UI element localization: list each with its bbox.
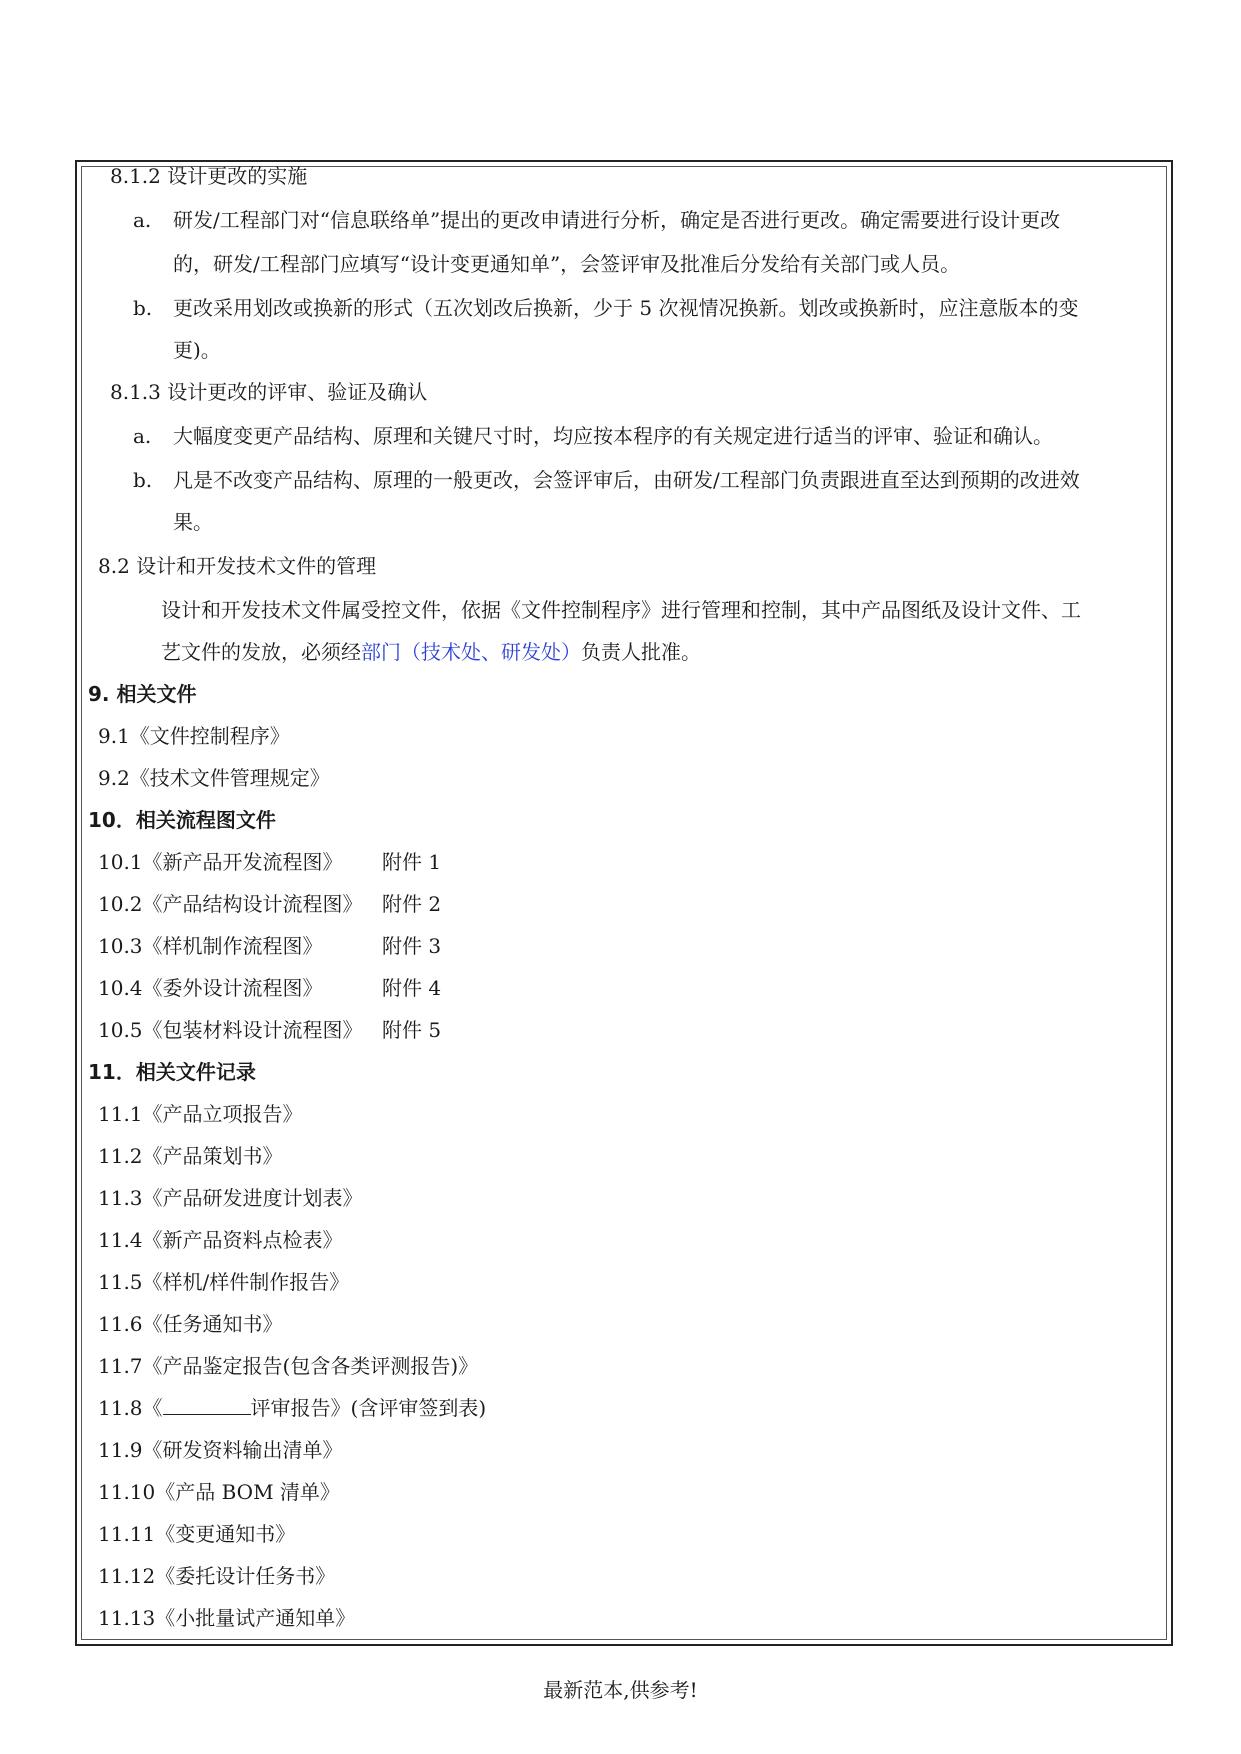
section-8-1-2-b-line1: 更改采用划改或换新的形式（五次划改后换新，少于 5 次视情况换新。划改或换新时，应注意版本的变 xyxy=(173,296,1079,320)
section-8-2-line2-text: 艺文件的发放，必须经 xyxy=(161,640,361,664)
flowchart-item-attachment: 附件 1 xyxy=(382,850,442,874)
section-8-1-2-a-line1: 研发/工程部门对“信息联络单”提出的更改申请进行分析，确定是否进行更改。确定需要进行设计更改 xyxy=(173,208,1061,232)
section-8-1-2-b-line2: 更)。 xyxy=(173,338,221,362)
record-item: 11.12《委托设计任务书》 xyxy=(98,1564,336,1588)
flowchart-item-name: 10.4《委外设计流程图》 xyxy=(98,976,323,1000)
record-item: 11.1《产品立项报告》 xyxy=(98,1102,303,1126)
item-a-marker: a. xyxy=(133,208,152,232)
section-8-1-3-b-line2: 果。 xyxy=(173,510,213,534)
department-link[interactable]: 部门（技术处、研发处） xyxy=(361,640,581,664)
record-item: 11.13《小批量试产通知单》 xyxy=(98,1606,356,1630)
record-item: 11.5《样机/样件制作报告》 xyxy=(98,1270,350,1294)
record-item: 11.11《变更通知书》 xyxy=(98,1522,296,1546)
section-8-1-2-title: 8.1.2 设计更改的实施 xyxy=(110,164,308,188)
record-item: 11.6《任务通知书》 xyxy=(98,1312,283,1336)
section-8-1-3-a-line1: 大幅度变更产品结构、原理和关键尺寸时，均应按本程序的有关规定进行适当的评审、验证和确认。 xyxy=(173,424,1053,448)
flowchart-item-attachment: 附件 2 xyxy=(382,892,442,916)
record-item-suffix: 评审报告》(含评审签到表) xyxy=(250,1396,487,1420)
flowchart-item-name: 10.1《新产品开发流程图》 xyxy=(98,850,343,874)
record-item: 11.3《产品研发进度计划表》 xyxy=(98,1186,363,1210)
section-8-1-2-a-line2: 的，研发/工程部门应填写“设计变更通知单”，会签评审及批准后分发给有关部门或人员。 xyxy=(173,252,961,276)
item-a-marker: a. xyxy=(133,424,152,448)
related-doc-item: 9.1《文件控制程序》 xyxy=(98,724,290,748)
record-item: 11.9《研发资料输出清单》 xyxy=(98,1438,343,1462)
fill-in-blank[interactable] xyxy=(163,1394,251,1415)
related-doc-item: 9.2《技术文件管理规定》 xyxy=(98,766,330,790)
section-8-2-title: 8.2 设计和开发技术文件的管理 xyxy=(98,554,377,578)
record-item: 11.2《产品策划书》 xyxy=(98,1144,283,1168)
item-b-marker: b. xyxy=(133,296,153,320)
record-item: 11.7《产品鉴定报告(包含各类评测报告)》 xyxy=(98,1354,479,1378)
section-8-1-3-title: 8.1.3 设计更改的评审、验证及确认 xyxy=(110,380,428,404)
flowchart-item-attachment: 附件 5 xyxy=(382,1018,442,1042)
section-11-heading: 11．相关文件记录 xyxy=(88,1060,256,1084)
section-8-1-3-b-line1: 凡是不改变产品结构、原理的一般更改，会签评审后，由研发/工程部门负责跟进直至达到预期的改进效 xyxy=(173,468,1080,492)
record-item: 11.4《新产品资料点检表》 xyxy=(98,1228,343,1252)
section-8-2-line1: 设计和开发技术文件属受控文件，依据《文件控制程序》进行管理和控制，其中产品图纸及设计文件、工 xyxy=(161,598,1081,622)
flowchart-item-name: 10.5《包装材料设计流程图》 xyxy=(98,1018,363,1042)
section-10-heading: 10．相关流程图文件 xyxy=(88,808,276,832)
section-8-2-line2-tail: 负责人批准。 xyxy=(581,640,701,664)
flowchart-item-attachment: 附件 4 xyxy=(382,976,442,1000)
page-footer: 最新范本,供参考! xyxy=(543,1678,698,1702)
record-item: 11.10《产品 BOM 清单》 xyxy=(98,1480,340,1504)
record-item-prefix: 11.8《 xyxy=(98,1396,163,1420)
item-b-marker: b. xyxy=(133,468,153,492)
flowchart-item-name: 10.2《产品结构设计流程图》 xyxy=(98,892,363,916)
section-8-2-line2 xyxy=(161,638,701,666)
flowchart-item-name: 10.3《样机制作流程图》 xyxy=(98,934,323,958)
record-item-review-report xyxy=(98,1394,486,1422)
section-9-heading: 9. 相关文件 xyxy=(88,682,197,706)
flowchart-item-attachment: 附件 3 xyxy=(382,934,442,958)
